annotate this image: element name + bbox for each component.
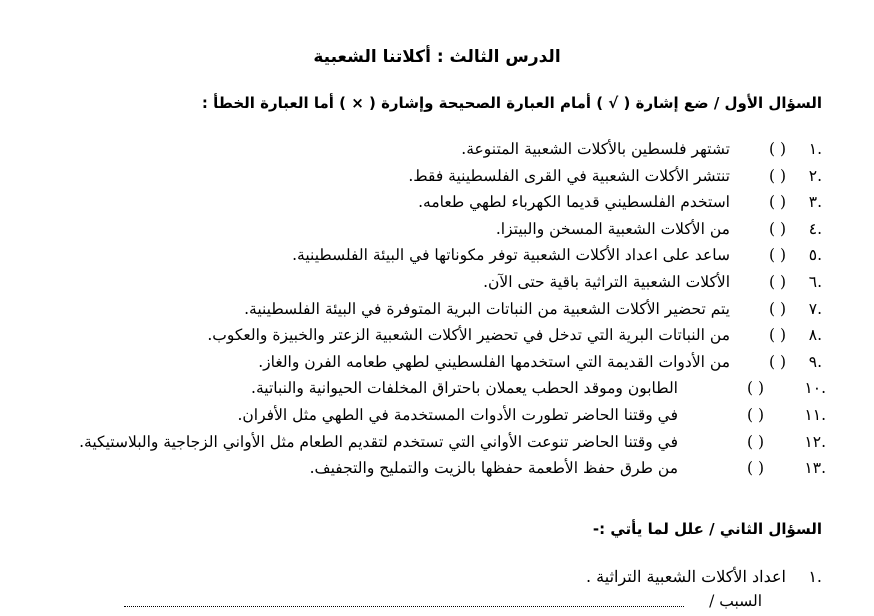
answer-bracket[interactable]: ( )	[768, 166, 786, 185]
item-statement: تنتشر الأكلات الشعبية في القرى الفلسطينية فقط.	[408, 166, 730, 185]
answer-bracket[interactable]: ( )	[746, 432, 764, 451]
item-number: .٢	[808, 166, 822, 185]
item-number: .١٣	[804, 459, 826, 478]
answer-bracket[interactable]: ( )	[768, 193, 786, 212]
lesson-title: الدرس الثالث : أكلاتنا الشعبية	[313, 47, 561, 67]
item-number: .٣	[808, 193, 822, 212]
question-1-item	[0, 322, 874, 349]
item-number: .٦	[808, 272, 822, 291]
item-number: .٥	[808, 246, 822, 265]
question-1-list	[0, 136, 874, 482]
question-1-item	[0, 455, 874, 482]
item-statement: يتم تحضير الأكلات الشعبية من النباتات البرية المتوفرة في البيئة الفلسطينية.	[244, 299, 730, 318]
item-statement: تشتهر فلسطين بالأكلات الشعبية المتنوعة.	[461, 140, 730, 158]
item-statement: في وقتنا الحاضر تنوعت الأواني التي تستخدم لتقديم الطعام مثل الأواني الزجاجية والبلاستيكية.	[79, 432, 678, 451]
answer-bracket[interactable]: ( )	[746, 459, 764, 478]
answer-dotted-line[interactable]	[124, 606, 684, 607]
question-1-item	[0, 216, 874, 243]
item-number: .٧	[808, 299, 822, 318]
item-statement: الطابون وموقد الحطب يعملان باحتراق المخلفات الحيوانية والنباتية.	[251, 379, 678, 398]
question-1-item	[0, 136, 874, 163]
item-statement: من الأكلات الشعبية المسخن والبيتزا.	[495, 219, 730, 238]
item-number: .١١	[804, 405, 826, 424]
answer-bracket[interactable]: ( )	[768, 140, 786, 158]
answer-bracket[interactable]: ( )	[768, 352, 786, 371]
question-1-instruction: السؤال الأول / ضع إشارة ( √ ) أمام العبارة الصحيحة وإشارة ( × ) أما العبارة الخطأ :	[201, 94, 822, 112]
item-number: .٤	[808, 219, 822, 238]
item-statement: اعداد الأكلات الشعبية التراثية .	[585, 567, 786, 586]
answer-bracket[interactable]: ( )	[746, 405, 764, 424]
item-number: .١٢	[804, 432, 826, 451]
item-statement: من النباتات البرية التي تدخل في تحضير الأكلات الشعبية الزعتر والخبيزة والعكوب.	[207, 326, 730, 345]
answer-bracket[interactable]: ( )	[768, 219, 786, 238]
item-number: .٨	[808, 326, 822, 345]
item-statement: من الأدوات القديمة التي استخدمها الفلسطيني لطهي طعامه الفرن والغاز.	[258, 352, 730, 371]
question-1-item	[0, 189, 874, 216]
reason-answer-line	[0, 592, 874, 616]
item-number: .١٠	[804, 379, 826, 398]
item-number: .١	[808, 567, 822, 586]
answer-bracket[interactable]: ( )	[768, 326, 786, 345]
item-statement: في وقتنا الحاضر تطورت الأدوات المستخدمة في الطهي مثل الأفران.	[237, 405, 678, 424]
question-1-item	[0, 375, 874, 402]
question-1-item	[0, 296, 874, 323]
question-1-item	[0, 349, 874, 376]
question-1-item	[0, 429, 874, 456]
question-1-item	[0, 269, 874, 296]
item-statement: الأكلات الشعبية التراثية باقية حتى الآن.	[483, 272, 730, 291]
answer-bracket[interactable]: ( )	[768, 246, 786, 265]
question-2-heading: السؤال الثاني / علل لما يأتي :-	[592, 520, 822, 538]
item-statement: استخدم الفلسطيني قديما الكهرباء لطهي طعامه.	[418, 193, 730, 212]
answer-bracket[interactable]: ( )	[768, 299, 786, 318]
item-number: .١	[808, 140, 822, 158]
answer-bracket[interactable]: ( )	[768, 272, 786, 291]
item-statement: ساعد على اعداد الأكلات الشعبية توفر مكوناتها في البيئة الفلسطينية.	[292, 246, 730, 265]
item-number: .٩	[808, 352, 822, 371]
item-statement: من طرق حفظ الأطعمة حفظها بالزيت والتمليح والتجفيف.	[309, 459, 678, 478]
answer-bracket[interactable]: ( )	[746, 379, 764, 398]
reason-label: السبب /	[709, 592, 762, 610]
question-1-item	[0, 163, 874, 190]
question-1-item	[0, 242, 874, 269]
question-1-item	[0, 402, 874, 429]
question-2-item	[0, 567, 874, 591]
